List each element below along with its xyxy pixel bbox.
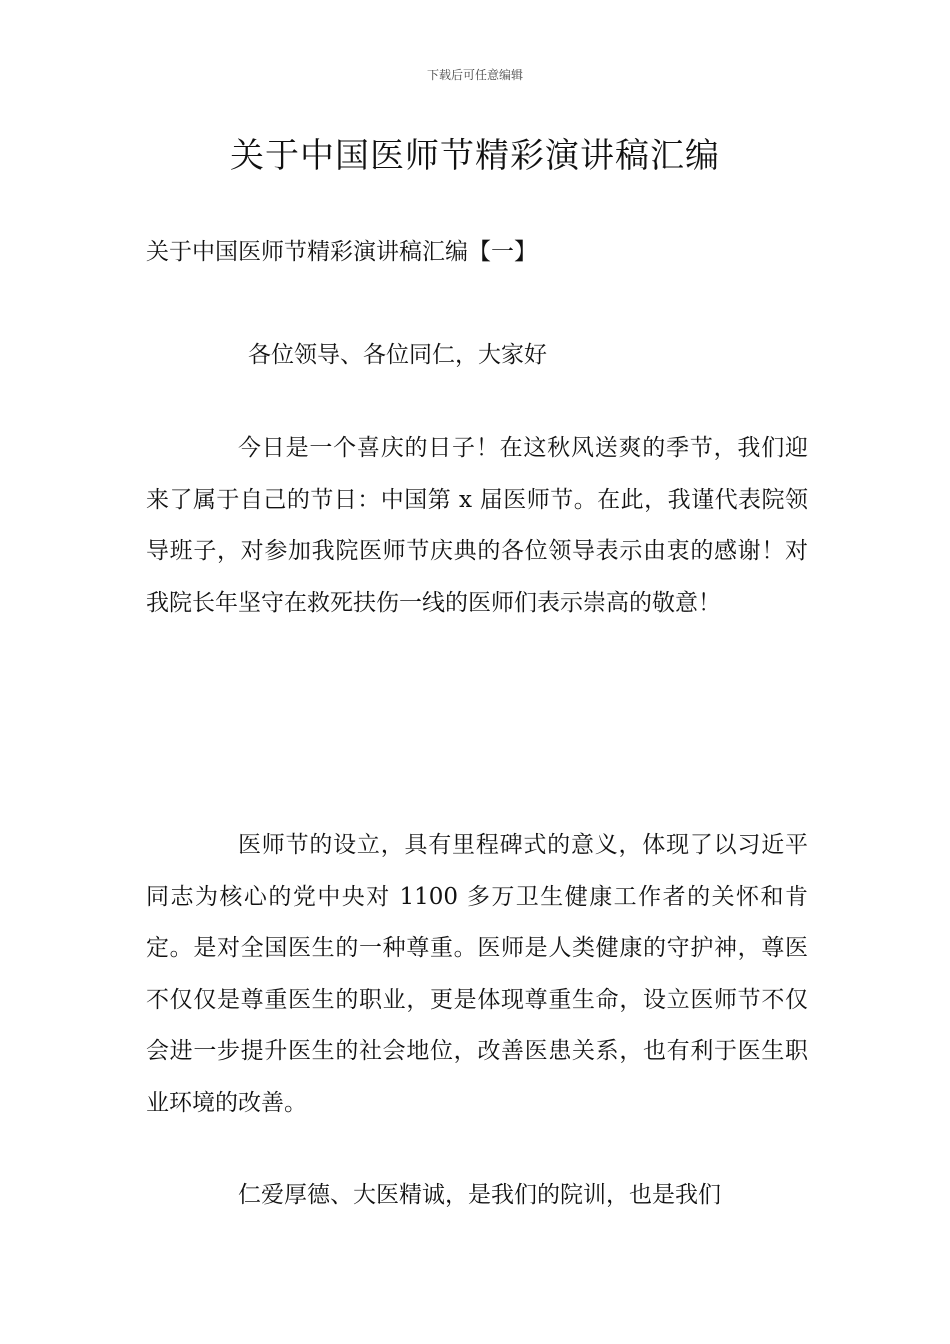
paragraph-2: 医师节的设立，具有里程碑式的意义，体现了以习近平同志为核心的党中央对 1100 多万卫生健康工作者的关怀和肯定。是对全国医生的一种尊重。医师是人类健康的守护神，尊医不仅仅是尊重医生的职业，更是体现尊重生命，设立医师节不仅会进一步提升医生的社会地位，改善医患关系，也有利于医生职业环境的改善。 bbox=[146, 832, 808, 1116]
greeting-line: 各位领导、各位同仁，大家好 bbox=[248, 342, 547, 368]
paragraph-3: 仁爱厚德、大医精诚，是我们的院训，也是我们 bbox=[238, 1182, 721, 1208]
page-title: 关于中国医师节精彩演讲稿汇编 bbox=[230, 136, 720, 176]
header-note: 下载后可任意编辑 bbox=[426, 68, 523, 82]
paragraph-1: 今日是一个喜庆的日子！在这秋风送爽的季节，我们迎来了属于自己的节日：中国第 x 届医师节。在此，我谨代表院领导班子，对参加我院医师节庆典的各位领导表示由衷的感谢！对我院长年坚守在救死扶伤一线的医师们表示崇高的敬意！ bbox=[146, 435, 808, 616]
section-title: 关于中国医师节精彩演讲稿汇编【一】 bbox=[146, 239, 537, 265]
